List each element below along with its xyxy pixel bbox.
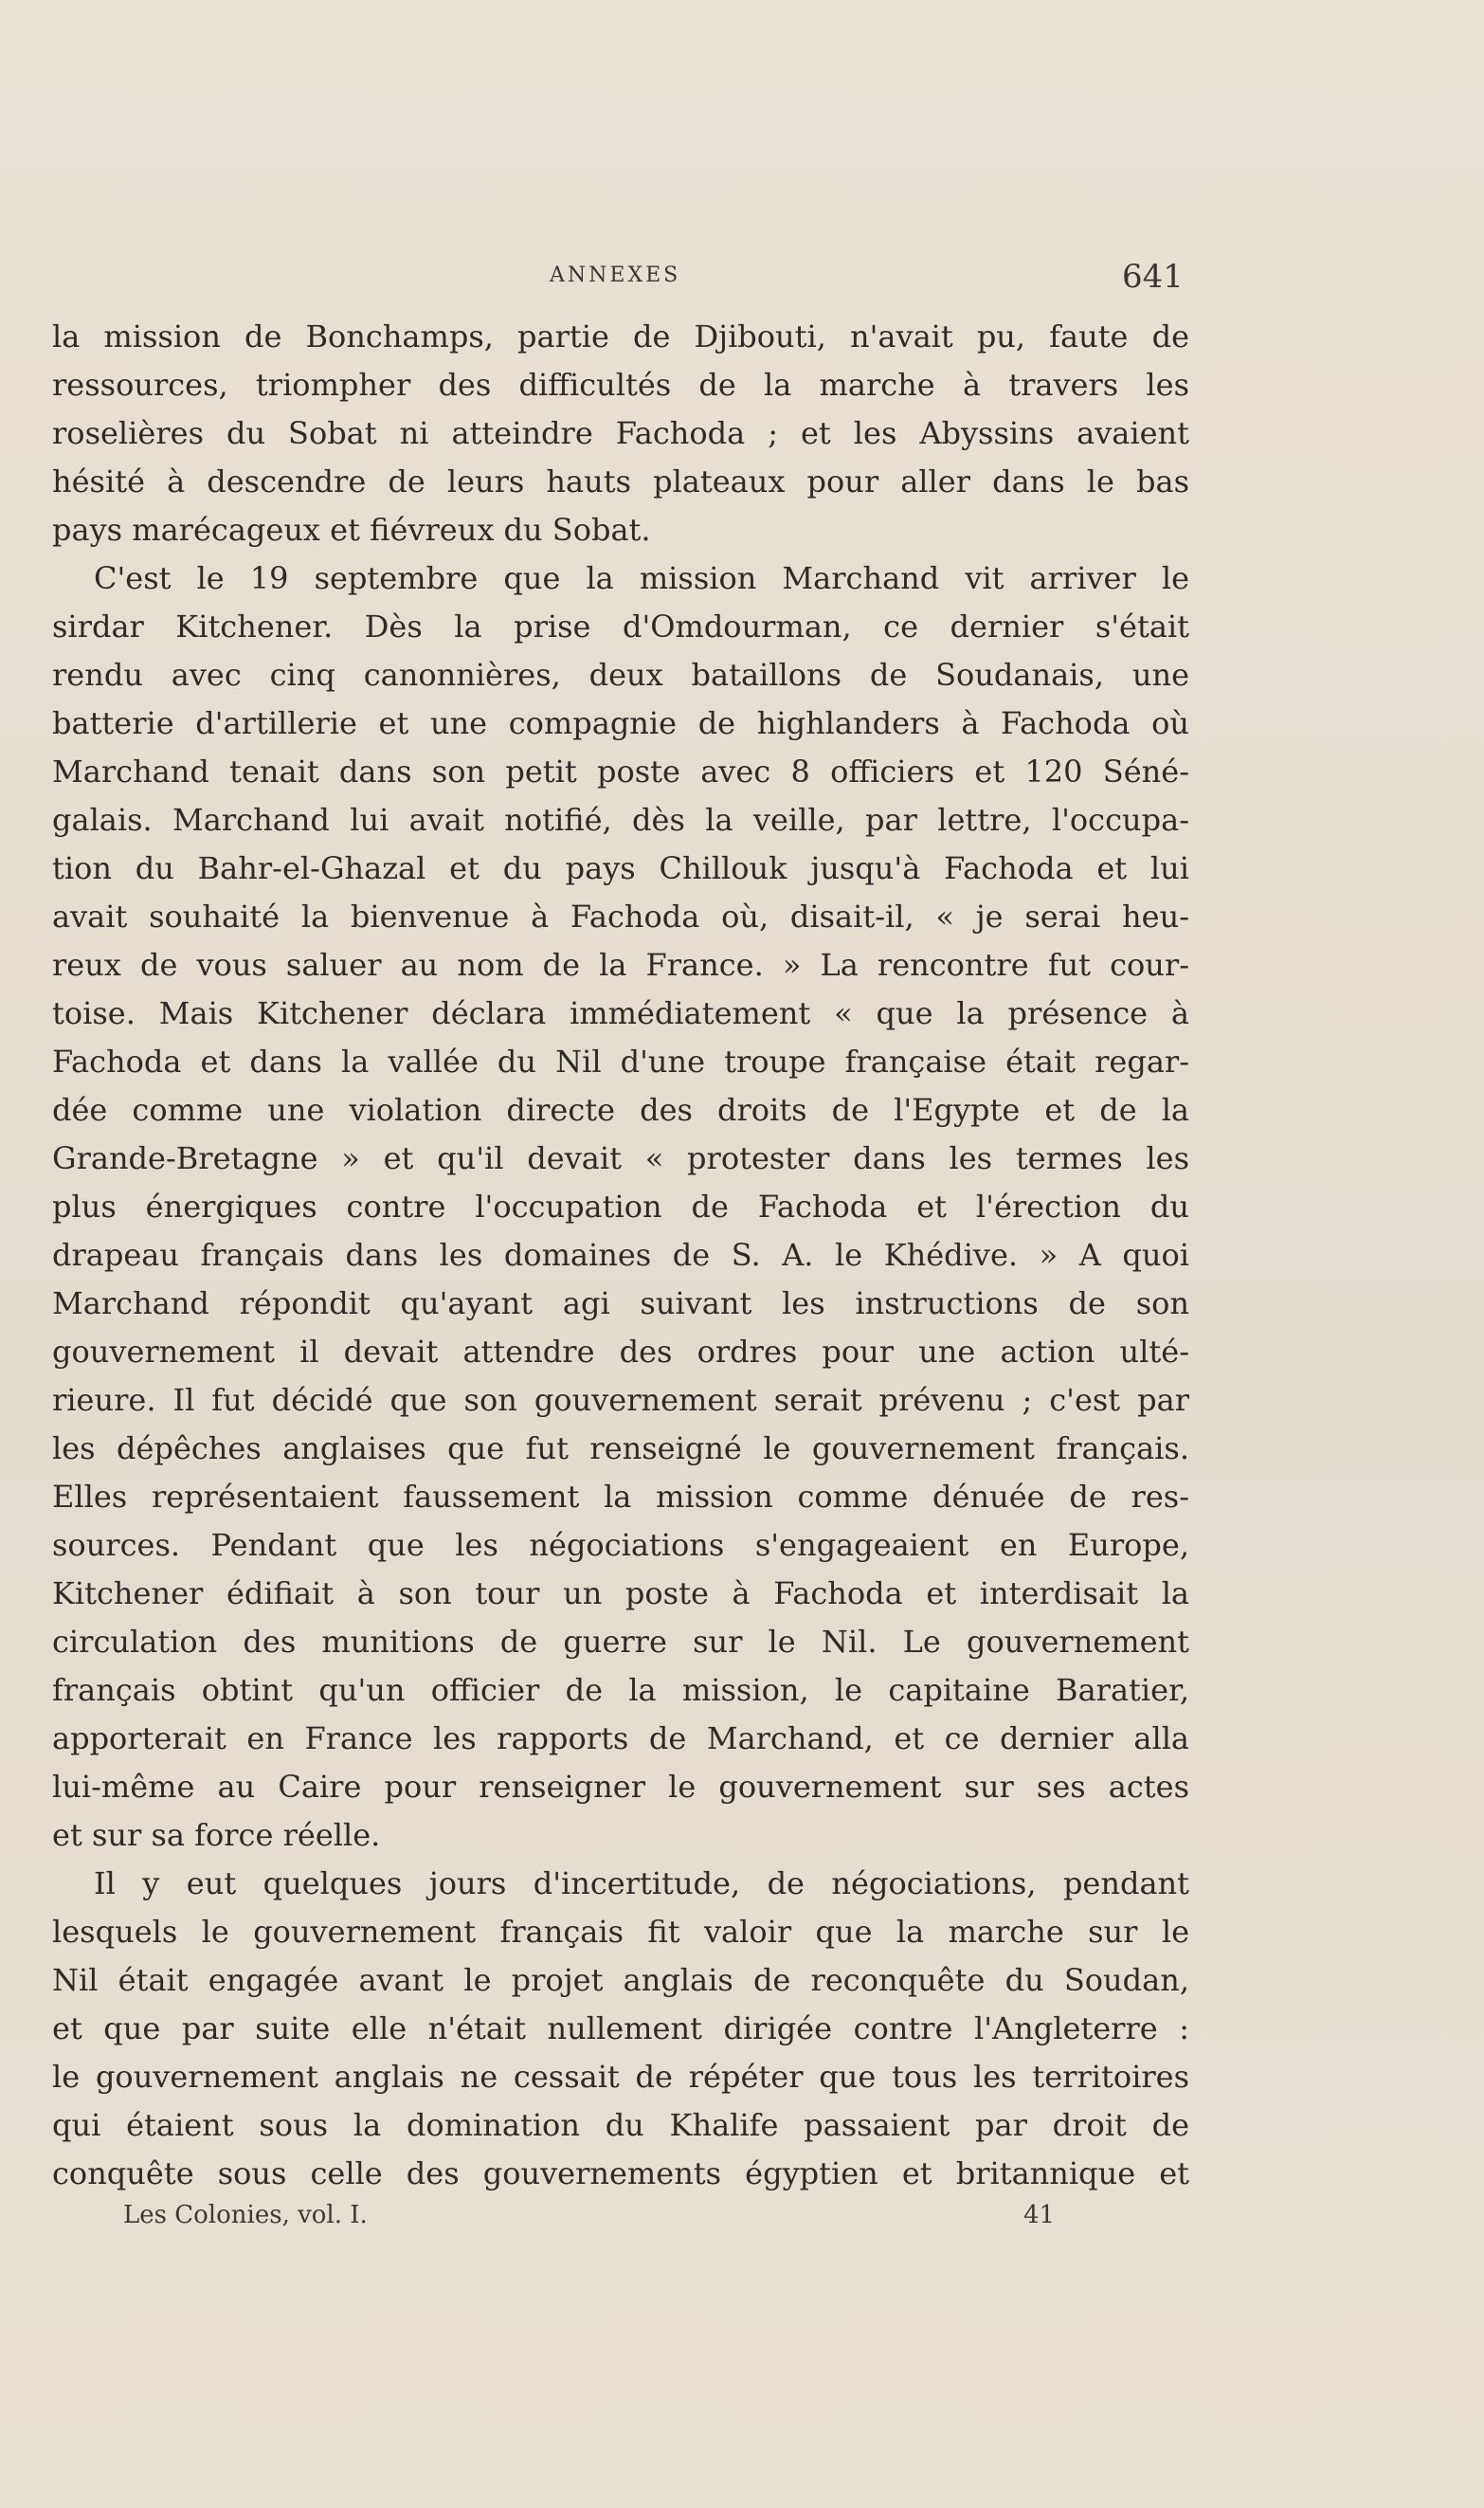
text-line: et sur sa force réelle. xyxy=(52,1817,381,1853)
text-line: et que par suite elle n'était nullement dirigée contre l'Angleterre : xyxy=(52,2010,1189,2046)
text-line: C'est le 19 septembre que la mission Marchand vit arriver le xyxy=(94,560,1189,596)
text-line: gouvernement il devait attendre des ordres pour une action ulté- xyxy=(52,1334,1189,1370)
text-line: Elles représentaient faussement la mission comme dénuée de res- xyxy=(52,1479,1189,1515)
text-line: Marchand répondit qu'ayant agi suivant les instructions de son xyxy=(52,1285,1189,1321)
text-line: roselières du Sobat ni atteindre Fachoda ; et les Abyssins avaient xyxy=(52,415,1189,451)
text-line: Marchand tenait dans son petit poste avec 8 officiers et 120 Séné- xyxy=(52,754,1189,790)
text-line: hésité à descendre de leurs hauts plateaux pour aller dans le bas xyxy=(52,463,1189,500)
text-line: batterie d'artillerie et une compagnie de highlanders à Fachoda où xyxy=(52,705,1189,741)
running-title: ANNEXES xyxy=(550,264,681,287)
text-line: reux de vous saluer au nom de la France. » La rencontre fut cour- xyxy=(52,947,1189,983)
text-line: apporterait en France les rapports de Marchand, et ce dernier alla xyxy=(52,1720,1189,1756)
text-line: sirdar Kitchener. Dès la prise d'Omdourman, ce dernier s'était xyxy=(52,609,1189,645)
text-line: Fachoda et dans la vallée du Nil d'une troupe française était regar- xyxy=(52,1044,1189,1080)
text-line: avait souhaité la bienvenue à Fachoda où, disait-il, « je serai heu- xyxy=(52,899,1189,935)
text-line: français obtint qu'un officier de la mission, le capitaine Baratier, xyxy=(52,1672,1189,1708)
text-line: circulation des munitions de guerre sur le Nil. Le gouvernement xyxy=(52,1624,1189,1660)
text-line: lesquels le gouvernement français fit valoir que la marche sur le xyxy=(52,1914,1189,1950)
text-line: Grande-Bretagne » et qu'il devait « protester dans les termes les xyxy=(52,1140,1189,1176)
text-line: Kitchener édifiait à son tour un poste à Fachoda et interdisait la xyxy=(52,1575,1189,1611)
text-line: le gouvernement anglais ne cessait de répéter que tous les territoires xyxy=(52,2059,1189,2095)
text-line: conquête sous celle des gouvernements égyptien et britannique et xyxy=(52,2155,1189,2191)
text-line: sources. Pendant que les négociations s'engageaient en Europe, xyxy=(52,1527,1189,1563)
text-line: dée comme une violation directe des droits de l'Egypte et de la xyxy=(52,1092,1189,1128)
text-line: plus énergiques contre l'occupation de Fachoda et l'érection du xyxy=(52,1189,1189,1225)
text-line: Il y eut quelques jours d'incertitude, de négociations, pendant xyxy=(94,1865,1189,1901)
page-number: 641 xyxy=(1122,258,1184,296)
text-line: ressources, triompher des difficultés de la marche à travers les xyxy=(52,367,1189,403)
running-head xyxy=(0,258,1484,301)
text-line: la mission de Bonchamps, partie de Djibouti, n'avait pu, faute de xyxy=(52,318,1189,354)
signature-mark: 41 xyxy=(1023,2201,1056,2229)
body-text xyxy=(52,313,1189,2198)
text-line: drapeau français dans les domaines de S. A. le Khédive. » A quoi xyxy=(52,1237,1189,1273)
text-line: rieure. Il fut décidé que son gouvernement serait prévenu ; c'est par xyxy=(52,1382,1189,1418)
text-line: galais. Marchand lui avait notifié, dès la veille, par lettre, l'occupa- xyxy=(52,802,1189,838)
text-line: qui étaient sous la domination du Khalife passaient par droit de xyxy=(52,2107,1189,2143)
page-footer xyxy=(123,2201,1071,2239)
text-line: les dépêches anglaises que fut renseigné le gouvernement français. xyxy=(52,1430,1189,1466)
text-line: lui-même au Caire pour renseigner le gouvernement sur ses actes xyxy=(52,1769,1189,1805)
text-line: toise. Mais Kitchener déclara immédiatement « que la présence à xyxy=(52,995,1189,1031)
text-line: Nil était engagée avant le projet anglais de reconquête du Soudan, xyxy=(52,1962,1189,1998)
text-line: rendu avec cinq canonnières, deux bataillons de Soudanais, une xyxy=(52,657,1189,693)
text-line: tion du Bahr-el-Ghazal et du pays Chillouk jusqu'à Fachoda et lui xyxy=(52,850,1189,886)
text-line: pays marécageux et fiévreux du Sobat. xyxy=(52,512,651,548)
signature-line: Les Colonies, vol. I. xyxy=(123,2201,368,2229)
